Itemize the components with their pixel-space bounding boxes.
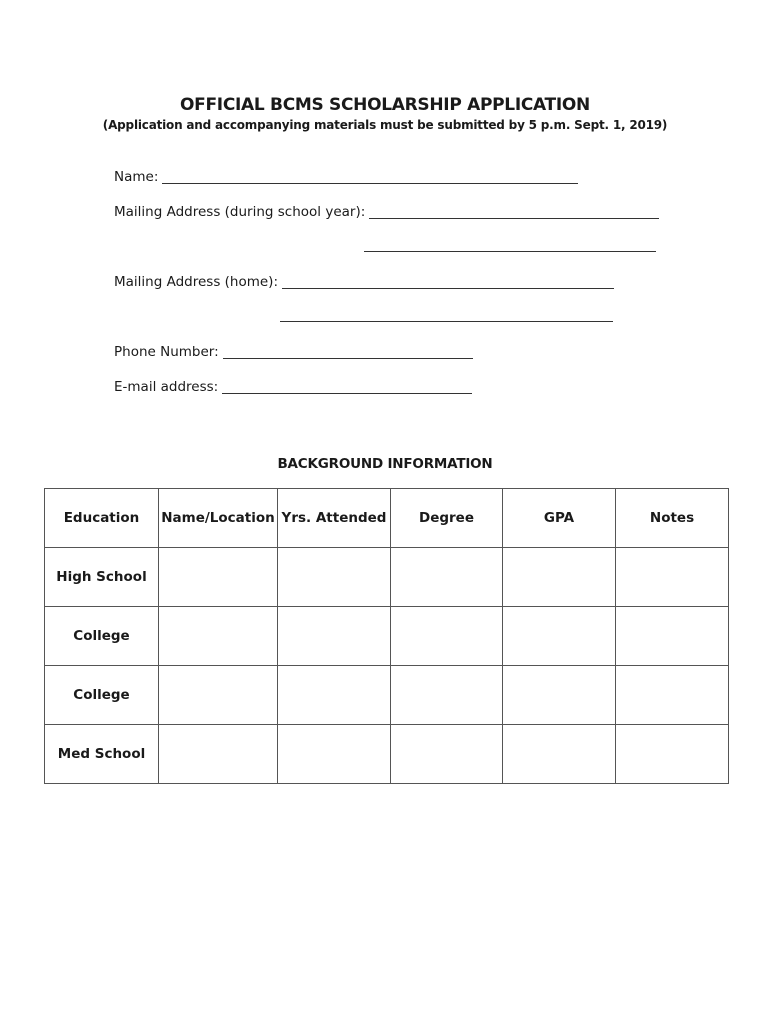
name-label: Name: [114,169,159,185]
name-field [114,166,578,186]
form-subtitle: (Application and accompanying materials must be submitted by 5 p.m. Sept. 1, 2019) [102,118,668,132]
table-cell[interactable] [278,607,391,666]
table-cell[interactable] [391,725,503,784]
table-cell[interactable] [616,548,729,607]
name-input-line[interactable] [162,167,578,184]
table-cell[interactable] [391,666,503,725]
row-label: College [45,666,159,725]
mailing-school-input-line-1[interactable] [369,202,659,219]
column-header: Yrs. Attended [278,489,391,548]
table-row [45,725,729,784]
column-header: Name/Location [159,489,278,548]
table-header-row [45,489,729,548]
mailing-home-input-line-1[interactable] [282,272,614,289]
phone-label: Phone Number: [114,344,219,360]
mailing-school-field [114,201,659,221]
table-cell[interactable] [616,607,729,666]
table-cell[interactable] [391,548,503,607]
table-cell[interactable] [616,666,729,725]
table-cell[interactable] [278,548,391,607]
phone-input-line[interactable] [223,342,473,359]
table-row [45,666,729,725]
background-table [44,488,729,784]
table-cell[interactable] [159,607,278,666]
form-title: OFFICIAL BCMS SCHOLARSHIP APPLICATION [180,95,590,115]
row-label: Med School [45,725,159,784]
table-row [45,548,729,607]
email-label: E-mail address: [114,379,219,395]
mailing-school-input-line-2[interactable] [364,250,656,252]
table-cell[interactable] [503,548,616,607]
mailing-home-field [114,271,614,291]
mailing-home-label: Mailing Address (home): [114,274,278,290]
table-cell[interactable] [503,666,616,725]
table-cell[interactable] [503,725,616,784]
table-row [45,607,729,666]
mailing-home-input-line-2[interactable] [280,320,613,322]
mailing-school-label: Mailing Address (during school year): [114,204,366,220]
table-cell[interactable] [159,725,278,784]
email-input-line[interactable] [222,377,472,394]
phone-field [114,341,473,361]
background-section-title: BACKGROUND INFORMATION [277,456,493,472]
table-cell[interactable] [616,725,729,784]
table-cell[interactable] [503,607,616,666]
table-cell[interactable] [159,666,278,725]
table-cell[interactable] [159,548,278,607]
column-header: Degree [391,489,503,548]
table-cell[interactable] [391,607,503,666]
table-cell[interactable] [278,725,391,784]
column-header: Education [45,489,159,548]
table-cell[interactable] [278,666,391,725]
column-header: GPA [503,489,616,548]
email-field [114,376,472,396]
row-label: College [45,607,159,666]
row-label: High School [45,548,159,607]
column-header: Notes [616,489,729,548]
